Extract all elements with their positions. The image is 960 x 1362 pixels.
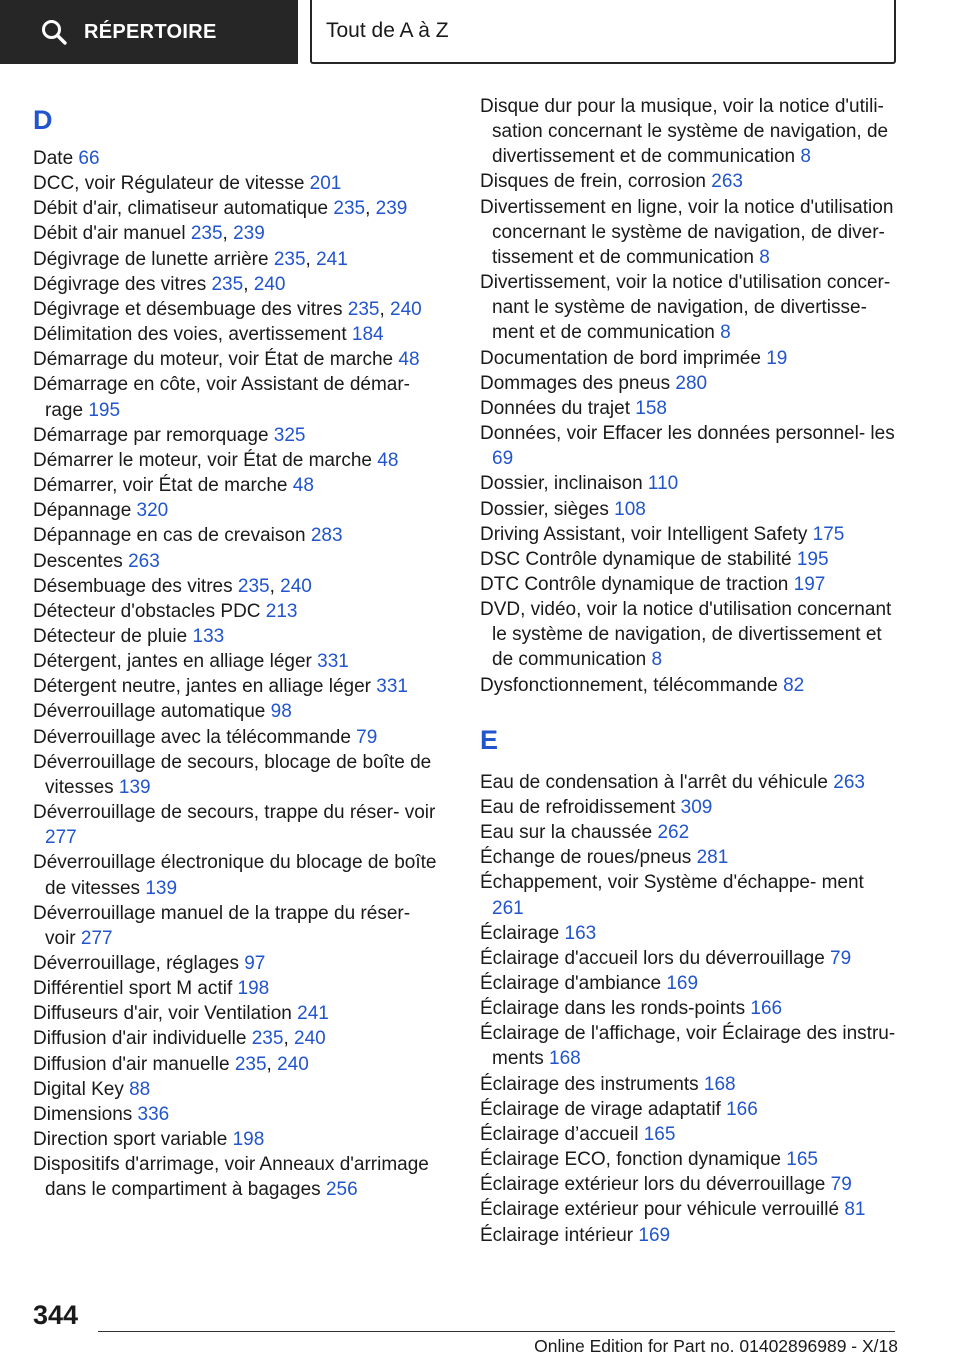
index-entry-text: Direction sport variable bbox=[33, 1129, 228, 1151]
page-link[interactable]: 263 bbox=[128, 550, 160, 572]
page-link[interactable]: 235 bbox=[234, 1053, 267, 1075]
page-link[interactable]: 110 bbox=[647, 473, 679, 495]
index-entry bbox=[33, 322, 445, 347]
index-entry bbox=[33, 951, 445, 976]
index-entry-text: Divertissement en ligne, voir la notice d'utilisation concernant le système de navigation, de diver‐ tissement et de communication bbox=[480, 196, 894, 268]
index-entry-text: DTC Contrôle dynamique de traction bbox=[480, 573, 789, 595]
page-link[interactable]: 79 bbox=[830, 1174, 852, 1196]
index-entry bbox=[480, 572, 900, 597]
page-link[interactable]: 165 bbox=[643, 1123, 676, 1145]
index-entry-text: Disque dur pour la musique, voir la notice d'utili‐ sation concernant le système de navigation, de divertissement et de communication bbox=[480, 96, 889, 168]
index-entry-text: Dysfonctionnement, télécommande bbox=[480, 674, 778, 696]
page-link[interactable]: 88 bbox=[129, 1078, 151, 1100]
page-link[interactable]: 19 bbox=[766, 347, 788, 369]
index-entry bbox=[33, 171, 445, 196]
page-link[interactable]: 235 bbox=[190, 223, 223, 245]
index-entry bbox=[33, 624, 445, 649]
page-link[interactable]: 320 bbox=[136, 500, 169, 522]
page-link[interactable]: 195 bbox=[796, 548, 829, 570]
index-entry: Diffusion d'air individuelle 235, 240 bbox=[33, 1028, 326, 1050]
index-entry-text: Démarrage en côte, voir Assistant de démar‐ rage bbox=[33, 374, 411, 421]
page-link[interactable]: 82 bbox=[783, 674, 805, 696]
index-column-right bbox=[480, 94, 900, 1248]
index-entry-text: DCC, voir Régulateur de vitesse bbox=[33, 173, 305, 195]
index-entry bbox=[33, 800, 445, 850]
index-entry-text: Éclairage de virage adaptatif bbox=[480, 1098, 721, 1120]
index-entry bbox=[33, 1152, 445, 1202]
index-entry bbox=[480, 870, 900, 920]
index-entry-text: Démarrer le moteur, voir État de marche bbox=[33, 449, 372, 471]
index-entry bbox=[33, 347, 445, 372]
index-entry-text: Éclairage d'accueil lors du déverrouillage bbox=[480, 947, 825, 969]
index-entry bbox=[480, 770, 900, 795]
page-link[interactable]: 241 bbox=[297, 1003, 329, 1025]
index-entry bbox=[480, 1021, 900, 1071]
page-link[interactable]: 336 bbox=[137, 1103, 170, 1125]
index-entry bbox=[480, 795, 900, 820]
index-entry-text: Déverrouillage de secours, blocage de boîte de vitesses bbox=[33, 751, 432, 798]
page-link[interactable]: 8 bbox=[800, 146, 811, 168]
page-link[interactable]: 331 bbox=[376, 676, 408, 698]
index-entry bbox=[33, 549, 445, 574]
top-navigation bbox=[0, 0, 960, 68]
page-link[interactable]: 240 bbox=[280, 575, 312, 597]
page-link[interactable]: 158 bbox=[635, 397, 667, 419]
index-entry bbox=[33, 1102, 445, 1127]
index-column-left bbox=[33, 94, 445, 1203]
index-entry bbox=[480, 1172, 900, 1197]
page-link[interactable]: 48 bbox=[292, 475, 314, 497]
index-entry bbox=[480, 1197, 900, 1222]
page-link[interactable]: 281 bbox=[696, 847, 729, 869]
index-entry-text: Éclairage bbox=[480, 922, 560, 944]
index-entry-text: DSC Contrôle dynamique de stabilité bbox=[480, 548, 792, 570]
tab-repertoire-label: RÉPERTOIRE bbox=[84, 20, 217, 43]
page-link[interactable]: 235 bbox=[211, 273, 244, 295]
index-entry: Débit d'air, climatiseur automatique 235, 239 bbox=[33, 198, 408, 220]
index-entry bbox=[480, 673, 900, 698]
page-link[interactable]: 309 bbox=[680, 796, 713, 818]
index-entry bbox=[33, 649, 445, 674]
index-entry: Débit d'air manuel 235, 239 bbox=[33, 223, 265, 245]
index-entry bbox=[33, 725, 445, 750]
page-link[interactable]: 201 bbox=[309, 173, 342, 195]
index-entry-text: Driving Assistant, voir Intelligent Safety bbox=[480, 523, 808, 545]
index-entry bbox=[33, 599, 445, 624]
page-link[interactable]: 331 bbox=[317, 651, 349, 673]
index-entry-text: Détergent, jantes en alliage léger bbox=[33, 651, 312, 673]
index-entry-text: Eau de refroidissement bbox=[480, 796, 676, 818]
index-entry-text: Éclairage d’accueil bbox=[480, 1123, 639, 1145]
page-link[interactable]: 280 bbox=[675, 372, 708, 394]
page-link[interactable]: 165 bbox=[786, 1149, 818, 1171]
footer-edition: Online Edition for Part no. 01402896989 - X/18 bbox=[534, 1336, 898, 1356]
index-entry bbox=[480, 1223, 900, 1248]
page-link[interactable]: 184 bbox=[351, 324, 384, 346]
index-entry bbox=[480, 1147, 900, 1172]
index-entry bbox=[33, 976, 445, 1001]
index-entry bbox=[33, 372, 445, 422]
tab-repertoire[interactable] bbox=[0, 0, 298, 64]
index-entry-text: Détecteur de pluie bbox=[33, 625, 188, 647]
index-entry-text: Diffusion d'air individuelle bbox=[33, 1028, 247, 1050]
page-link[interactable]: 277 bbox=[80, 927, 113, 949]
page-link[interactable]: 195 bbox=[88, 399, 121, 421]
page-link[interactable]: 261 bbox=[492, 897, 524, 919]
index-entry-text: Divertissement, voir la notice d'utilisation concer‐ nant le système de navigation, de divertisse‐ ment et de communication bbox=[480, 272, 891, 344]
page-link[interactable]: 166 bbox=[750, 998, 783, 1020]
index-entry bbox=[480, 371, 900, 396]
page-link[interactable]: 175 bbox=[812, 523, 845, 545]
index-entry-text: Digital Key bbox=[33, 1078, 124, 1100]
page-link[interactable]: 198 bbox=[237, 978, 270, 1000]
index-entry-text: Dégivrage et désembuage des vitres bbox=[33, 298, 343, 320]
page-link[interactable]: 235 bbox=[251, 1028, 284, 1050]
index-entry-text: Échange de roues/pneus bbox=[480, 847, 692, 869]
index-entry-text: Démarrage du moteur, voir État de marche bbox=[33, 349, 394, 371]
tab-a-to-z[interactable] bbox=[310, 0, 896, 64]
page-link[interactable]: 235 bbox=[273, 248, 306, 270]
page-link[interactable]: 169 bbox=[666, 973, 699, 994]
index-entry-text: Détergent neutre, jantes en alliage léger bbox=[33, 676, 372, 698]
index-entry bbox=[480, 971, 900, 996]
index-entry bbox=[480, 547, 900, 572]
page-link[interactable]: 97 bbox=[244, 953, 266, 974]
index-entry-text: Détecteur d'obstacles PDC bbox=[33, 600, 261, 622]
index-entry-text: Dommages des pneus bbox=[480, 372, 671, 394]
page-link[interactable]: 48 bbox=[377, 449, 399, 471]
index-entry bbox=[480, 497, 900, 522]
page-link[interactable]: 79 bbox=[830, 947, 852, 969]
index-entry-text: Différentiel sport M actif bbox=[33, 978, 233, 1000]
index-entry-text: Éclairage de l'affichage, voir Éclairage des instru‐ ments bbox=[480, 1023, 896, 1070]
page-link[interactable]: 66 bbox=[78, 148, 100, 169]
page-link[interactable]: 139 bbox=[118, 776, 151, 798]
index-entry-text: Éclairage intérieur bbox=[480, 1224, 634, 1246]
index-entry-text: Démarrage par remorquage bbox=[33, 424, 269, 446]
page-link[interactable]: 168 bbox=[549, 1048, 581, 1070]
index-entry bbox=[480, 597, 900, 672]
index-entry bbox=[33, 699, 445, 724]
index-entry bbox=[33, 1077, 445, 1102]
index-entry-text: Date bbox=[33, 148, 74, 169]
index-entry bbox=[480, 94, 900, 169]
page-link[interactable]: 241 bbox=[316, 248, 348, 270]
tab-a-to-z-label: Tout de A à Z bbox=[326, 19, 449, 42]
index-entry-text: Démarrer, voir État de marche bbox=[33, 475, 288, 497]
page-link[interactable]: 163 bbox=[564, 922, 597, 944]
page-link[interactable]: 81 bbox=[844, 1199, 866, 1221]
page-link[interactable]: 240 bbox=[253, 273, 286, 295]
index-entry bbox=[33, 901, 445, 951]
index-entry-text: Eau sur la chaussée bbox=[480, 822, 653, 844]
index-entry bbox=[33, 674, 445, 699]
index-entry: Dégivrage et désembuage des vitres 235, 240 bbox=[33, 298, 422, 320]
index-entry-text: Eau de condensation à l'arrêt du véhicule bbox=[480, 771, 828, 793]
page-link[interactable]: 108 bbox=[614, 498, 646, 520]
page-link[interactable]: 133 bbox=[192, 625, 225, 647]
page-link[interactable]: 168 bbox=[703, 1073, 736, 1095]
index-entry bbox=[33, 498, 445, 523]
index-entry bbox=[33, 423, 445, 448]
index-entry-text: Déverrouillage avec la télécommande bbox=[33, 726, 351, 748]
page-link[interactable]: 235 bbox=[333, 198, 366, 220]
page-link[interactable]: 235 bbox=[347, 298, 380, 320]
index-entry: Dégivrage des vitres 235, 240 bbox=[33, 273, 286, 295]
page-link[interactable]: 197 bbox=[793, 573, 826, 595]
page-link[interactable]: 8 bbox=[651, 649, 663, 671]
page-link[interactable]: 277 bbox=[45, 827, 77, 849]
index-entry: Désembuage des vitres 235, 240 bbox=[33, 575, 312, 597]
index-entry-text: Déverrouillage automatique bbox=[33, 701, 266, 723]
index-entry bbox=[480, 195, 900, 270]
index-entry bbox=[480, 169, 900, 194]
page-link[interactable]: 166 bbox=[726, 1098, 758, 1120]
index-entry-text: Déverrouillage électronique du blocage de boîte de vitesses bbox=[33, 852, 437, 899]
page-number: 344 bbox=[33, 1300, 79, 1330]
index-entry bbox=[33, 850, 445, 900]
index-entry bbox=[33, 523, 445, 548]
page-link[interactable]: 263 bbox=[711, 171, 743, 193]
index-entry bbox=[480, 396, 900, 421]
page-link[interactable]: 139 bbox=[145, 877, 178, 899]
index-entry bbox=[480, 346, 900, 371]
index-entry bbox=[480, 471, 900, 496]
index-entry-text: Éclairage dans les ronds-points bbox=[480, 998, 746, 1020]
index-entry-text: Disques de frein, corrosion bbox=[480, 171, 706, 193]
page-link[interactable]: 69 bbox=[492, 448, 514, 470]
index-entry bbox=[480, 421, 900, 471]
index-entry-text: Déverrouillage, réglages bbox=[33, 953, 239, 974]
index-entry-text: Éclairage des instruments bbox=[480, 1073, 699, 1095]
page-link[interactable]: 8 bbox=[759, 246, 770, 268]
index-entry bbox=[480, 522, 900, 547]
page-link[interactable]: 213 bbox=[265, 600, 298, 622]
page-link[interactable]: 198 bbox=[232, 1129, 265, 1151]
index-entry bbox=[480, 996, 900, 1021]
index-entry-text: Dépannage bbox=[33, 500, 132, 522]
page-link[interactable]: 325 bbox=[273, 424, 306, 446]
index-letter-heading: E bbox=[480, 724, 499, 755]
index-entry-text: Données du trajet bbox=[480, 397, 630, 419]
page-link[interactable]: 240 bbox=[277, 1053, 309, 1075]
index-entry-text: Débit d'air, climatiseur automatique bbox=[33, 198, 329, 220]
index-entry-text: Dépannage en cas de crevaison bbox=[33, 525, 306, 547]
page-link[interactable]: 283 bbox=[310, 525, 343, 547]
page-link[interactable]: 235 bbox=[237, 575, 270, 597]
index-entry bbox=[33, 473, 445, 498]
page-link[interactable]: 79 bbox=[356, 726, 378, 748]
index-entry-text: Dégivrage de lunette arrière bbox=[33, 248, 269, 270]
index-entry bbox=[33, 146, 445, 171]
index-entry-text: Éclairage extérieur lors du déverrouillage bbox=[480, 1174, 826, 1196]
page-link[interactable]: 169 bbox=[638, 1224, 671, 1246]
index-entry-text: Dossier, inclinaison bbox=[480, 473, 643, 495]
index-entry bbox=[33, 1127, 445, 1152]
index-entry-text: Déverrouillage manuel de la trappe du réser‐ voir bbox=[33, 902, 411, 949]
page-link[interactable]: 239 bbox=[375, 198, 408, 220]
index-entry-text: Dossier, sièges bbox=[480, 498, 609, 520]
search-icon bbox=[40, 17, 70, 47]
index-entry-text: Échappement, voir Système d'échappe‐ ment bbox=[480, 872, 864, 894]
index-entry-text: Données, voir Effacer les données personnel‐ les bbox=[480, 423, 895, 445]
page-link[interactable]: 263 bbox=[833, 771, 865, 793]
index-entry-text: Diffusion d'air manuelle bbox=[33, 1053, 230, 1075]
page-link[interactable]: 98 bbox=[270, 701, 292, 723]
footer-divider bbox=[98, 1331, 895, 1332]
index-entry-text: Descentes bbox=[33, 550, 123, 572]
index-entry bbox=[33, 750, 445, 800]
index-entry-text: Éclairage ECO, fonction dynamique bbox=[480, 1149, 781, 1171]
index-entry-text: Dégivrage des vitres bbox=[33, 273, 207, 295]
page-link[interactable]: 240 bbox=[294, 1028, 326, 1050]
index-entry bbox=[480, 845, 900, 870]
index-entry-text: Éclairage extérieur pour véhicule verrouillé bbox=[480, 1199, 840, 1221]
page-link[interactable]: 262 bbox=[657, 822, 690, 844]
index-entry-text: Documentation de bord imprimée bbox=[480, 347, 761, 369]
index-entry bbox=[33, 448, 445, 473]
index-entry bbox=[480, 1122, 900, 1147]
index-entry bbox=[33, 1001, 445, 1026]
index-entry-text: DVD, vidéo, voir la notice d'utilisation concernant le système de navigation, de divertissement et de communication bbox=[480, 599, 892, 671]
index-entry bbox=[480, 946, 900, 971]
page-link[interactable]: 240 bbox=[390, 298, 422, 320]
page-link[interactable]: 256 bbox=[325, 1179, 358, 1201]
index-entry-text: Diffuseurs d'air, voir Ventilation bbox=[33, 1003, 292, 1025]
page-link[interactable]: 239 bbox=[233, 223, 265, 245]
index-entry-text: Déverrouillage de secours, trappe du réser‐ voir bbox=[33, 802, 436, 824]
index-entry bbox=[480, 1072, 900, 1097]
index-entry-text: Dispositifs d'arrimage, voir Anneaux d'arrimage dans le compartiment à bagages bbox=[33, 1154, 429, 1201]
page-link[interactable]: 8 bbox=[720, 322, 731, 344]
index-entry bbox=[480, 270, 900, 345]
index-entry-text: Dimensions bbox=[33, 1103, 133, 1125]
index-entry bbox=[480, 1097, 900, 1122]
index-entry bbox=[480, 921, 900, 946]
index-entry-text: Délimitation des voies, avertissement bbox=[33, 324, 347, 346]
index-entry bbox=[480, 820, 900, 845]
index-entry: Dégivrage de lunette arrière 235, 241 bbox=[33, 248, 348, 270]
index-letter-heading: D bbox=[33, 105, 53, 135]
page-link[interactable]: 48 bbox=[398, 349, 420, 371]
index-entry-text: Débit d'air manuel bbox=[33, 223, 186, 245]
index-entry-text: Désembuage des vitres bbox=[33, 575, 233, 597]
index-entry-text: Éclairage d'ambiance bbox=[480, 973, 662, 994]
index-entry: Diffusion d'air manuelle 235, 240 bbox=[33, 1053, 309, 1075]
